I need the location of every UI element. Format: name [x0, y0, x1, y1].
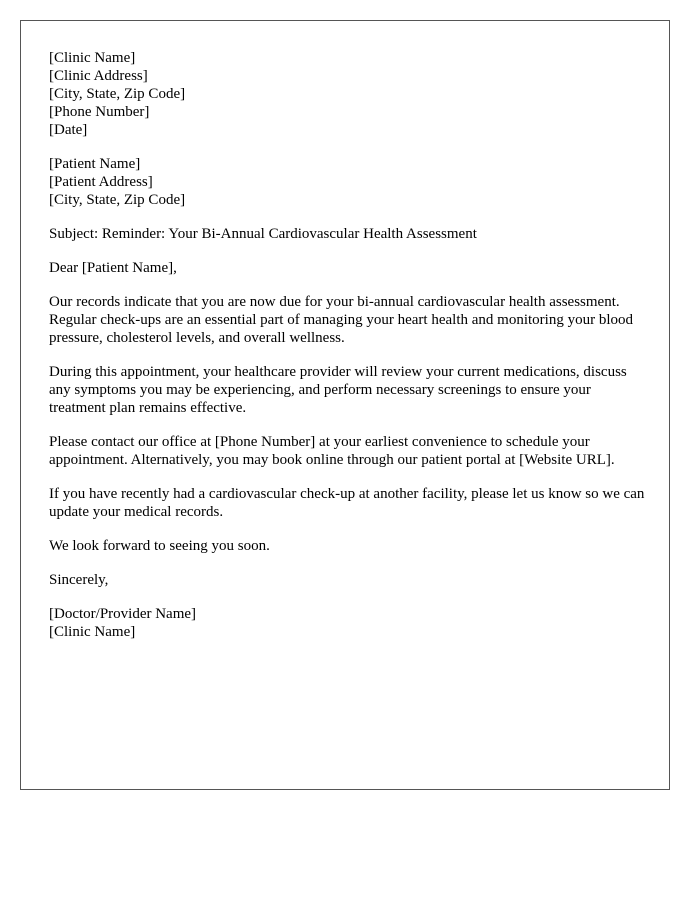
clinic-name: [Clinic Name]: [49, 50, 136, 66]
clinic-address: [Clinic Address]: [49, 68, 148, 84]
salutation: Dear [Patient Name],: [49, 260, 177, 276]
patient-city: [City, State, Zip Code]: [49, 192, 186, 208]
signature: [49, 605, 649, 641]
paragraph: During this appointment, your healthcare provider will review your current medications, discuss any symptoms you may be experiencing, and perform necessary screenings to ensure your treatment plan remains effective.: [49, 364, 627, 416]
clinic-city: [City, State, Zip Code]: [49, 86, 186, 102]
signature-clinic-name: [Clinic Name]: [49, 624, 136, 640]
sender-address: [49, 49, 649, 139]
letter: [20, 20, 670, 790]
paragraph: Please contact our office at [Phone Number] at your earliest convenience to schedule your appointment. Alternatively, you may book online through our patient portal at [Website URL].: [49, 434, 615, 468]
recipient-address: [49, 155, 649, 209]
paragraph: We look forward to seeing you soon.: [49, 538, 270, 554]
provider-name: [Doctor/Provider Name]: [49, 606, 197, 622]
letter-date: [Date]: [49, 122, 88, 138]
clinic-phone: [Phone Number]: [49, 104, 150, 120]
closing: Sincerely,: [49, 572, 109, 588]
patient-name: [Patient Name]: [49, 156, 141, 172]
paragraph: Our records indicate that you are now due for your bi-annual cardiovascular health assessment. Regular check-ups are an essential part of managing your heart health and monitoring your blood pressure, cholesterol levels, and overall wellness.: [49, 294, 633, 346]
subject-line: Subject: Reminder: Your Bi-Annual Cardiovascular Health Assessment: [49, 226, 477, 242]
paragraph: If you have recently had a cardiovascular check-up at another facility, please let us know so we can update your medical records.: [49, 486, 645, 520]
patient-address: [Patient Address]: [49, 174, 153, 190]
